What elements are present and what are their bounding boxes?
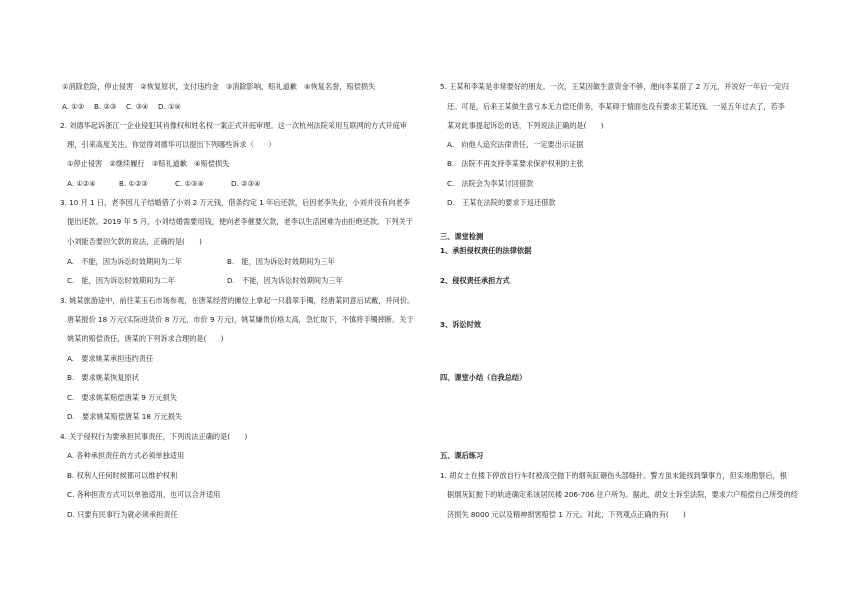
q2-items: ①停止侵害 ②继续履行 ③赔礼道歉 ④赔偿损失 bbox=[67, 159, 230, 168]
q3-option-d[interactable]: D. 不能，因为诉讼时效期间为三年 bbox=[227, 276, 343, 285]
q1-options bbox=[62, 102, 190, 112]
section-3-item-3: 3、诉讼时效 bbox=[440, 320, 481, 329]
q3-options-row1 bbox=[67, 257, 335, 267]
q4-stem-line3: 姚某的赔偿责任，唐某的下列诉求合理的是( ) bbox=[67, 334, 224, 343]
section-3-item-1: 1、承担侵权责任的法律依据 bbox=[440, 246, 532, 255]
q4-option-c[interactable]: C. 要求姚某赔偿唐某 9 万元损失 bbox=[67, 393, 177, 402]
q2-option-a[interactable]: A. ①②④ bbox=[67, 179, 96, 188]
section-4-title: 四、课堂小结（自我总结） bbox=[440, 373, 527, 382]
homework-q1-line2: 据烟灰缸抛下的轨迹确定系该居民楼 206-706 住户所为。据此，胡女士诉至法院，要求六户赔偿自己所受的经 bbox=[447, 490, 798, 499]
q5-option-c[interactable]: C. 各种担责方式可以单独适用，也可以合并适用 bbox=[67, 490, 221, 499]
q2-option-c[interactable]: C. ①③④ bbox=[175, 179, 204, 188]
q4-stem-line2: 唐某报价 18 万元(实际进货价 8 万元，市价 9 万元)，姚某嫌贵价格太高，急忙取下，不慎将手镯摔断。关于 bbox=[67, 315, 414, 324]
q5-option-b[interactable]: B. 权利人任何时候都可以维护权利 bbox=[67, 471, 178, 480]
q5-option-d[interactable]: D. 只要有民事行为就必须承担责任 bbox=[67, 510, 178, 519]
section-3-title: 三、课堂检测 bbox=[440, 232, 484, 241]
section-5-title: 五、课后练习 bbox=[440, 451, 484, 460]
section-3-item-2: 2、侵权责任承担方式 bbox=[440, 276, 510, 285]
q2-stem-line1: 2. 刘德华起诉浙江一企业侵犯其肖像权和姓名权一案正式开庭审理。这一次杭州法院采用互联网的方式开庭审 bbox=[60, 121, 407, 130]
q2-stem-line2: 理，引来高度关注。你觉得刘德华可以提出下列哪些诉求（ ） bbox=[67, 140, 276, 149]
q4-stem-line1: 3. 姚某旅游途中，前往某玉石市场参观，在唐某经营的摊位上拿起一只翡翠手镯，经唐某同意后试戴，并问价。 bbox=[60, 296, 415, 305]
q2-option-b[interactable]: B. ①②③ bbox=[119, 179, 148, 188]
q1-option-d[interactable]: D. ①④ bbox=[158, 102, 181, 111]
q1-option-a[interactable]: A. ①② bbox=[62, 102, 85, 111]
q1-option-b[interactable]: B. ②③ bbox=[94, 102, 117, 111]
homework-q1-line3: 济损失 8000 元以及精神损害赔偿 1 万元。对此，下列观点正确的有( ) bbox=[447, 510, 686, 519]
q4-option-a[interactable]: A. 要求姚某承担违约责任 bbox=[67, 354, 154, 363]
q3-option-a[interactable]: A. 不能，因为诉讼时效期间为二年 bbox=[67, 257, 182, 266]
q6-option-d[interactable]: D. 王某在法院的要求下返还借款 bbox=[447, 198, 556, 207]
q4-option-d[interactable]: D. 要求姚某赔偿唐某 18 万元损失 bbox=[67, 412, 182, 421]
q6-option-a[interactable]: A. 向他人追究法律责任，一定要出示证据 bbox=[447, 140, 584, 149]
q3-stem-line1: 3. 10 月 1 日，老李因儿子结婚借了小刘 2 万元钱，借条约定 1 年后还款，后因老李失业，小刘并没有向老李 bbox=[60, 198, 410, 207]
q3-option-c[interactable]: C. 能，因为诉讼时效期间为二年 bbox=[67, 276, 175, 285]
homework-q1-line1: 1. 胡女士在楼下停放自行车时被高空抛下的烟灰缸砸伤头部缝针。警方虽未能找到肇事方，但实地勘察后，根 bbox=[440, 471, 787, 480]
q6-stem-line3: 某对此事提起诉讼的话，下列说法正确的是( ) bbox=[447, 121, 604, 130]
q1-option-c[interactable]: C. ③④ bbox=[126, 102, 149, 111]
q2-options bbox=[67, 179, 260, 189]
q3-option-b[interactable]: B. 能，因为诉讼时效期间为三年 bbox=[227, 257, 335, 266]
q2-option-d[interactable]: D. ②③④ bbox=[231, 179, 261, 188]
q6-stem-line2: 还。可是，后来王某做生意亏本无力偿还债务，李某碍于情面也没有要求王某还钱。一晃五年过去了，若李 bbox=[447, 102, 785, 111]
q3-stem-line2: 提出还款。2019 年 5 月，小刘结婚需要用钱，便向老李催要欠款，老李以生活困难为由拒绝还款。下列关于 bbox=[67, 217, 413, 226]
q5-option-a[interactable]: A. 各种承担责任的方式必须单独适用 bbox=[67, 451, 185, 460]
q6-option-c[interactable]: C. 法院会为李某讨回借款 bbox=[447, 179, 534, 188]
q6-stem-line1: 5. 王某和李某是非常要好的朋友。一次，王某因做生意资金不够，便向李某借了 2 万元，并说好一年后一定归 bbox=[440, 82, 789, 91]
q6-option-b[interactable]: B. 法院不再支持李某要求保护权利的主张 bbox=[447, 159, 584, 168]
q1-items: ①消除危险，停止侵害 ②恢复原状，支付违约金 ③消除影响，赔礼道歉 ④恢复名誉，赔偿损失 bbox=[62, 82, 376, 91]
q4-option-b[interactable]: B. 要求姚某恢复原状 bbox=[67, 373, 139, 382]
q3-stem-line3: 小刘能否要回欠款的说法，正确的是( ) bbox=[67, 237, 202, 246]
q3-options-row2 bbox=[67, 276, 343, 286]
q5-stem: 4. 关于侵权行为要承担民事责任，下列说法正确的是( ) bbox=[60, 432, 248, 441]
